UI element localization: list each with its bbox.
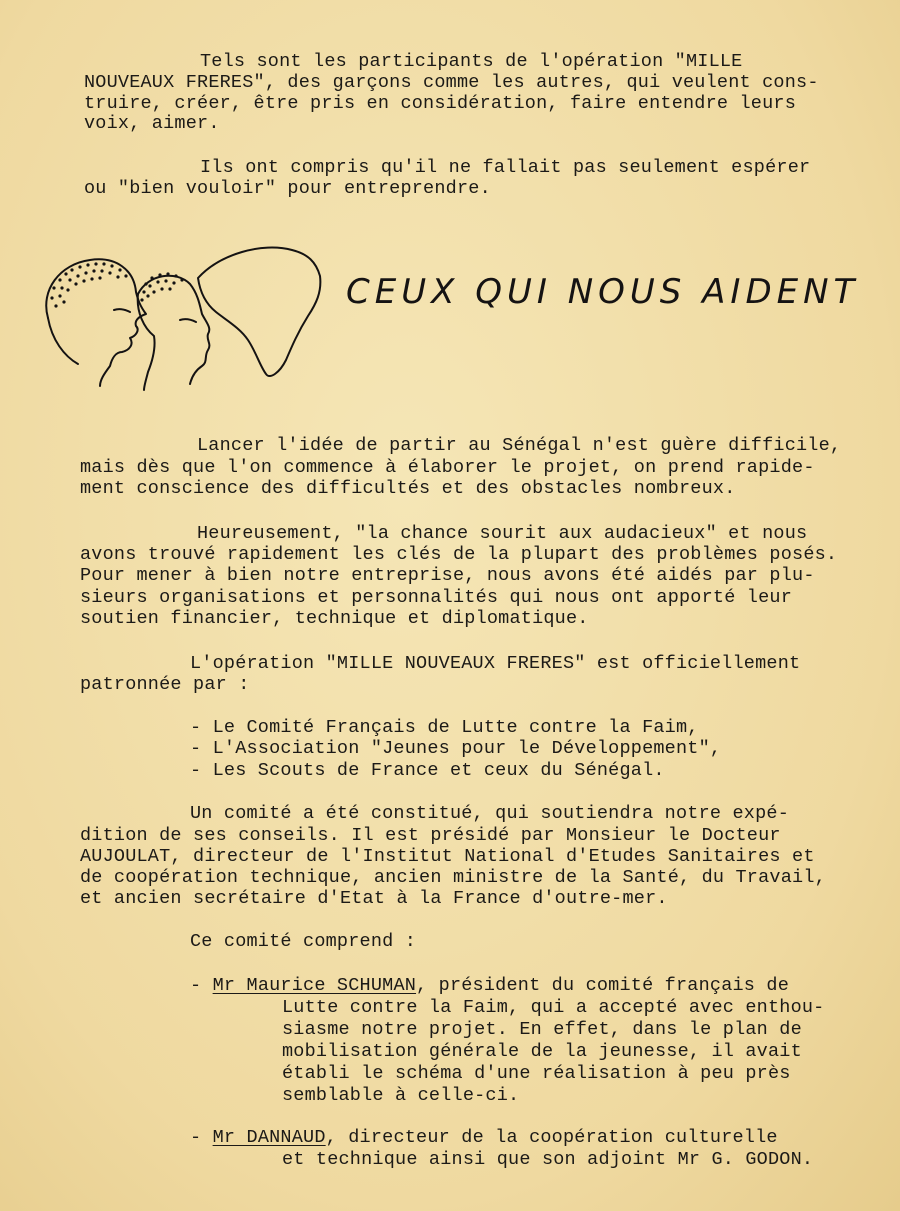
- member-first-line: [190, 976, 789, 996]
- text-line: Un comité a été constitué, qui soutiendra notre expé-: [190, 803, 789, 824]
- text-line: et ancien secrétaire d'Etat à la France d'outre-mer.: [80, 888, 668, 909]
- member-role: , directeur de la coopération culturelle: [325, 1127, 778, 1148]
- text-line: mais dès que l'on commence à élaborer le projet, on prend rapide-: [80, 457, 815, 478]
- list-dash: -: [190, 1127, 213, 1148]
- text-line: avons trouvé rapidement les clés de la plupart des problèmes posés.: [80, 544, 838, 565]
- text-line: dition de ses conseils. Il est présidé par Monsieur le Docteur: [80, 825, 781, 846]
- section-heading: CEUX QUI NOUS AIDENT: [346, 272, 860, 312]
- member-first-line: [190, 1128, 778, 1148]
- member-name: Mr DANNAUD: [212, 1127, 326, 1148]
- committee-intro: Ce comité comprend :: [190, 931, 417, 952]
- text-line: ment conscience des difficultés et des obstacles nombreux.: [80, 478, 736, 499]
- faces-africa-illustration: [30, 240, 330, 400]
- text-line: mobilisation générale de la jeunesse, il avait: [282, 1041, 802, 1062]
- text-line: de coopération technique, ancien ministre de la Santé, du Travail,: [80, 867, 826, 888]
- text-line: établi le schéma d'une réalisation à peu près: [282, 1063, 791, 1084]
- text-line: patronnée par :: [80, 674, 250, 695]
- member-name: Mr Maurice SCHUMAN: [212, 975, 417, 996]
- text-line: semblable à celle-ci.: [282, 1085, 520, 1106]
- text-line: voix, aimer.: [84, 113, 220, 134]
- member-role: , président du comité français de: [416, 975, 790, 996]
- text-line: soutien financier, technique et diplomatique.: [80, 608, 589, 629]
- list-item: - Les Scouts de France et ceux du Sénégal.: [190, 760, 665, 781]
- text-line: Heureusement, "la chance sourit aux audacieux" et nous: [197, 523, 808, 544]
- text-line: NOUVEAUX FRERES", des garçons comme les autres, qui veulent cons-: [84, 72, 819, 93]
- text-line: L'opération "MILLE NOUVEAUX FRERES" est officiellement: [190, 653, 801, 674]
- list-item: - Le Comité Français de Lutte contre la Faim,: [190, 717, 699, 738]
- list-dash: -: [190, 975, 213, 996]
- text-line: et technique ainsi que son adjoint Mr G. GODON.: [282, 1149, 814, 1170]
- text-line: truire, créer, être pris en considération, faire entendre leurs: [84, 93, 797, 114]
- text-line: Pour mener à bien notre entreprise, nous avons été aidés par plu-: [80, 565, 815, 586]
- text-line: sieurs organisations et personnalités qui nous ont apporté leur: [80, 587, 793, 608]
- text-line: siasme notre projet. En effet, dans le plan de: [282, 1019, 802, 1040]
- text-line: ou "bien vouloir" pour entreprendre.: [84, 178, 491, 199]
- text-line: Ils ont compris qu'il ne fallait pas seulement espérer: [200, 157, 811, 178]
- text-line: Lutte contre la Faim, qui a accepté avec enthou-: [282, 997, 825, 1018]
- text-line: AUJOULAT, directeur de l'Institut National d'Etudes Sanitaires et: [80, 846, 815, 867]
- text-line: Lancer l'idée de partir au Sénégal n'est guère difficile,: [197, 435, 842, 456]
- list-item: - L'Association "Jeunes pour le Développement",: [190, 738, 722, 759]
- text-line: Tels sont les participants de l'opération "MILLE: [200, 51, 743, 72]
